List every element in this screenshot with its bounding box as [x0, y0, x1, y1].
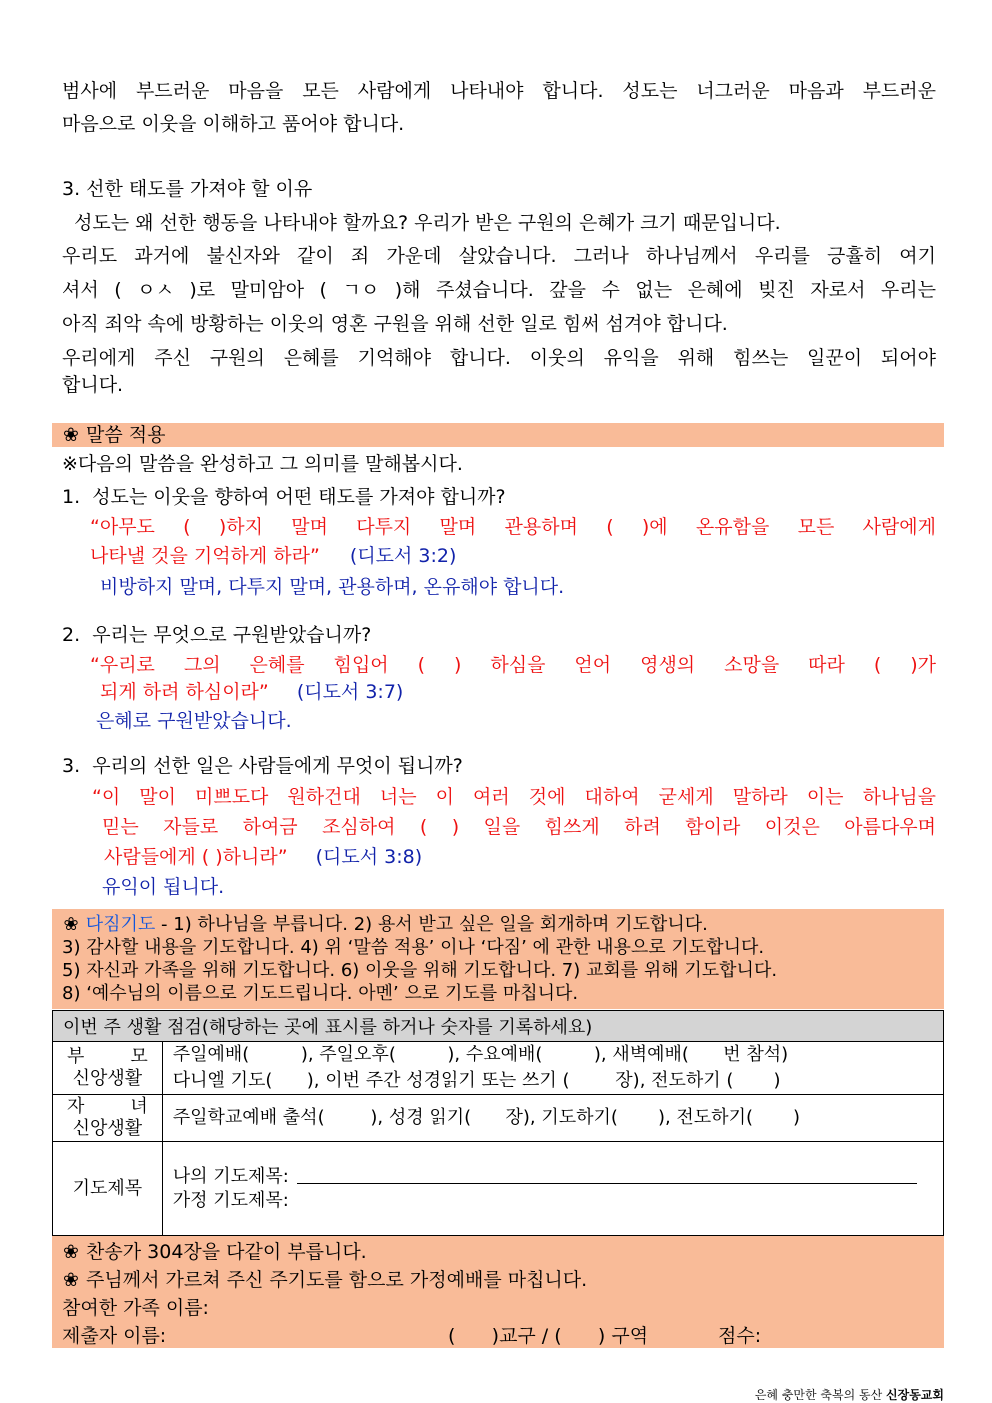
parents-items[interactable] — [162, 1042, 943, 1095]
prayer-topics-label: 기도제목 — [53, 1142, 163, 1236]
q1-question: 1. 성도는 이웃을 향하여 어떤 태도를 가져야 합니까? — [62, 486, 506, 508]
q1-verse-text: 나타낼 것을 기억하게 하라” — [90, 545, 320, 567]
children-label: 자 녀 신앙생활 — [53, 1095, 163, 1142]
flower-bullet-icon: ❀ — [63, 1241, 79, 1263]
lords-prayer-line: ❀ 주님께서 가르쳐 주신 주기도를 함으로 가정예배를 마칩니다. — [62, 1266, 922, 1294]
apply-instruction: ※다음의 말씀을 완성하고 그 의미를 말해봅시다. — [62, 453, 463, 475]
flower-bullet-icon: ❀ — [63, 424, 79, 446]
q2-answer: 은혜로 구원받았습니다. — [96, 710, 292, 732]
footer-church-logo: 신장동교회 — [886, 1388, 944, 1402]
apply-header: 말씀 적용 — [86, 424, 166, 446]
prayer-band — [52, 909, 944, 1009]
check-header: 이번 주 생활 점검(해당하는 곳에 표시를 하거나 숫자를 기록하세요) — [53, 1011, 944, 1042]
prayer-line-4: 8) ‘예수님의 이름으로 기도드립니다. 아멘’ 으로 기도를 마칩니다. — [62, 983, 579, 1004]
q3-verse-text: 사람들에게 ( )하니라” — [104, 846, 288, 868]
footer-slogan: 은혜 충만한 축복의 동산 — [754, 1388, 883, 1402]
section-line-4: 아직 죄악 속에 방황하는 이웃의 영혼 구원을 위해 선한 일로 힘써 섬겨야 합니다. — [62, 313, 728, 335]
parents-line-2: 다니엘 기도( ), 이번 주간 성경읽기 또는 쓰기 ( 장), 전도하기 ( ) — [172, 1070, 781, 1091]
q2-verse-text: 되게 하려 하심이라” — [100, 681, 269, 703]
apply-band — [52, 423, 944, 447]
prayer-line-1-rest: - 1) 하나님을 부릅니다. 2) 용서 받고 싶은 일을 회개하며 기도합니다. — [155, 914, 708, 935]
q2-question: 2. 우리는 무엇으로 구원받았습니까? — [62, 624, 372, 646]
prayer-label: 다짐기도 — [85, 914, 156, 935]
flower-bullet-icon: ❀ — [63, 1269, 79, 1291]
q1-verse-line-2 — [90, 541, 936, 568]
hymn-line: ❀ 찬송가 304장을 다같이 부릅니다. — [62, 1238, 922, 1266]
section-title: 3. 선한 태도를 가져야 할 이유 — [62, 178, 313, 200]
q2-verse-line-2 — [100, 677, 936, 704]
q1-answer: 비방하지 말며, 다투지 말며, 관용하며, 온유해야 합니다. — [100, 576, 565, 598]
q3-question: 3. 우리의 선한 일은 사람들에게 무엇이 됩니까? — [62, 755, 463, 777]
q2-verse-line-1: “우리로 그의 은혜를 힘입어 ( ) 하심을 얻어 영생의 소망을 따라 ( )가 — [90, 654, 936, 676]
parents-label: 부 모 신앙생활 — [53, 1042, 163, 1095]
q3-verse-line-2: 믿는 자들로 하여금 조심하여 ( ) 일을 힘쓰게 하려 함이라 이것은 아름다우며 — [102, 816, 936, 838]
section-line-5: 우리에게 주신 구원의 은혜를 기억해야 합니다. 이웃의 유익을 위해 힘쓰는 일꾼이 되어야 — [62, 347, 936, 369]
family-names-line: 참여한 가족 이름: — [62, 1297, 209, 1319]
prayer-line-1 — [62, 913, 777, 936]
district-field: ( )교구 / ( ) 구역 — [448, 1325, 649, 1347]
section-line-1: 성도는 왜 선한 행동을 나타내야 할까요? 우리가 받은 구원의 은혜가 크기 때문입니다. — [62, 212, 781, 234]
q3-verse-line-3 — [104, 842, 936, 869]
prayer-line-2: 3) 감사할 내용을 기도합니다. 4) 위 ‘말씀 적용’ 이나 ‘다짐’ 에 관한 내용으로 기도합니다. — [62, 937, 765, 958]
intro-line-2: 마음으로 이웃을 이해하고 품어야 합니다. — [62, 113, 405, 135]
life-check-table — [52, 1010, 944, 1236]
q3-reference: (디도서 3:8) — [315, 846, 423, 868]
my-prayer-label: 나의 기도제목: — [172, 1165, 289, 1187]
q3-answer: 유익이 됩니다. — [102, 876, 225, 898]
parents-line-1: 주일예배( ), 주일오후( ), 수요예배( ), 새벽예배( 번 참석) — [172, 1044, 789, 1065]
flower-bullet-icon: ❀ — [63, 914, 79, 935]
children-items[interactable] — [162, 1095, 943, 1142]
section-line-6: 합니다. — [62, 374, 124, 396]
section-line-2: 우리도 과거에 불신자와 같이 죄 가운데 살았습니다. 그러나 하나님께서 우리를 긍휼히 여기 — [62, 245, 936, 267]
prayer-line-3: 5) 자신과 가족을 위해 기도합니다. 6) 이웃을 위해 기도합니다. 7) 교회를 위해 기도합니다. — [62, 960, 778, 981]
closing-band — [52, 1236, 944, 1348]
submitter-line: 제출자 이름: ( )교구 / ( ) 구역 점수: — [62, 1322, 922, 1350]
q1-reference: (디도서 3:2) — [349, 545, 457, 567]
score-field: 점수: — [718, 1325, 762, 1347]
q3-verse-line-1: “이 말이 미쁘도다 원하건대 너는 이 여러 것에 대하여 굳세게 말하라 이는 하나님을 — [92, 786, 936, 808]
children-line-1: 주일학교예배 출석( ), 성경 읽기( 장), 기도하기( ), 전도하기( ) — [172, 1107, 801, 1128]
family-prayer-label: 가정 기도제목: — [172, 1189, 289, 1211]
footer — [755, 1386, 944, 1403]
prayer-topics-fields[interactable] — [162, 1142, 943, 1236]
intro-line-1: 범사에 부드러운 마음을 모든 사람에게 나타내야 합니다. 성도는 너그러운 마음과 부드러운 — [62, 80, 936, 102]
q1-verse-line-1: “아무도 ( )하지 말며 다투지 말며 관용하며 ( )에 온유함을 모든 사람에게 — [90, 516, 936, 538]
section-line-3: 셔서 ( ㅇㅅ )로 말미암아 ( ㄱㅇ )해 주셨습니다. 갚을 수 없는 은혜에 빚진 자로서 우리는 — [62, 279, 936, 301]
q2-reference: (디도서 3:7) — [296, 681, 404, 703]
my-prayer-line[interactable] — [297, 1169, 917, 1184]
